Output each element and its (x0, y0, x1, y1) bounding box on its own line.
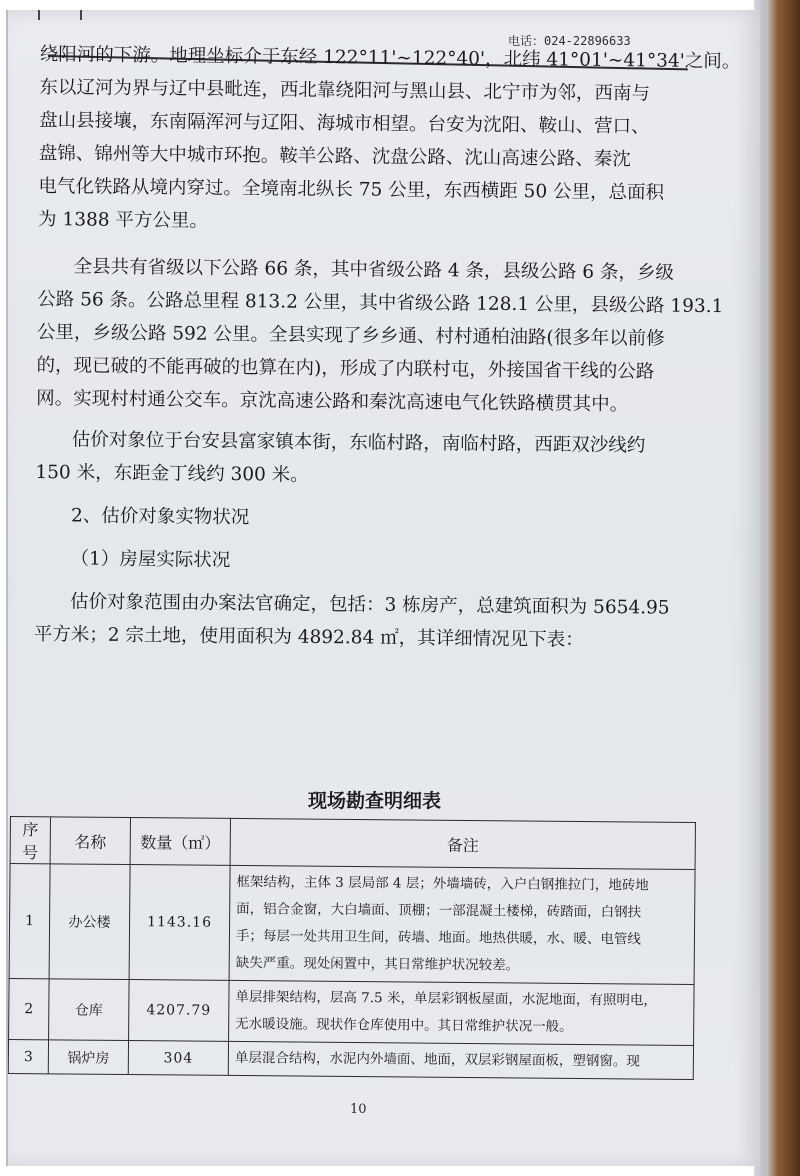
header-cell-name: 名称 (50, 817, 130, 865)
text-line: 盘山县接壤，东南隔浑河与辽阳、海城市相望。台安为沈阳、鞍山、营口、 (39, 109, 650, 138)
text-line: 盘锦、锦州等大中城市环抱。鞍羊公路、沈盘公路、沈山高速公路、秦沈 (38, 142, 631, 171)
note-line: 框架结构，主体 3 层局部 4 层；外墙墙砖，入户白钢推拉门，地砖地 (236, 873, 649, 894)
binder-edge (766, 0, 800, 1176)
note-line: 单层混合结构，水泥内外墙面、地面，双层彩钢屋面板，塑钢窗。现 (234, 1049, 640, 1070)
text-line: 估价对象位于台安县富家镇本街，东临村路，南临村路，西距双沙线约 (71, 429, 646, 457)
text-line: 全县共有省级以下公路 66 条，其中省级公路 4 条，县级公路 6 条，乡级 (73, 256, 675, 284)
cell-qty: 4207.79 (129, 980, 230, 1042)
text-line: 150 米，东距金丁线约 300 米。 (35, 461, 309, 486)
cell-no: 1 (9, 864, 50, 979)
header-cell-qty: 数量（㎡） (130, 818, 230, 866)
cell-name: 锅炉房 (48, 1040, 128, 1075)
body-text (33, 38, 741, 658)
text-line: 网。实现村村通公交车。京沈高速公路和秦沈高速电气化铁路横贯其中。 (36, 387, 629, 416)
page-number: 10 (350, 1102, 367, 1117)
table-row (9, 978, 695, 1045)
table-row (8, 1039, 693, 1079)
text-line: 估价对象范围由办案法官确定，包括：3 栋房产，总建筑面积为 5654.95 (69, 591, 670, 619)
note-line: 单层排架结构，层高 7.5 米，单层彩钢板屋面，水泥地面，有照明电， (235, 988, 658, 1009)
note-line: 面，铝合金窗，大白墙面、顶棚；一部混凝土楼梯，砖踏面，白钢扶 (236, 900, 642, 921)
cell-note (229, 865, 695, 984)
text-line: 东以辽河为界与辽中县毗连，西北靠绕阳河与黑山县、北宁市为邻，西南与 (39, 76, 651, 105)
header-phone: 电话：024-22896633 (508, 34, 631, 48)
tab-mark (38, 10, 82, 20)
cell-qty: 1143.16 (129, 865, 230, 981)
cell-no: 2 (9, 978, 50, 1039)
subsection-heading: （1）房屋实际状况 (70, 548, 231, 572)
note-line: 手；每层一处共用卫生间，砖墙、地面。地热供暖，水、暖、电管线 (235, 927, 642, 948)
text-line: 平方米；2 宗土地，使用面积为 4892.84 ㎡，其详细情况见下表： (33, 623, 584, 651)
table-row (9, 864, 695, 985)
cell-name: 仓库 (49, 979, 130, 1041)
document-page (6, 10, 760, 1166)
note-line: 缺失严重。现处闲置中，其日常维护状况较差。 (235, 954, 520, 974)
cell-name: 办公楼 (49, 864, 130, 980)
header-cell-note: 备注 (230, 818, 695, 869)
note-line: 无水暖设施。现状作仓库使用中。其日常维护状况一般。 (235, 1015, 573, 1035)
cell-qty: 304 (128, 1041, 228, 1076)
text-line: 公路 56 条。公路总里程 813.2 公里，其中省级公路 128.1 公里，县级公路 193.1 (37, 288, 724, 318)
cell-note (228, 1041, 693, 1079)
section-heading: 2、估价对象实物状况 (70, 505, 250, 529)
cell-no: 3 (8, 1039, 48, 1073)
table-header-row (10, 817, 695, 870)
text-line: 绕阳河的下游。地理坐标介于东经 122°11'~122°40'，北纬 41°01'~41°34'之间。 (39, 43, 741, 73)
text-line: 电气化铁路从境内穿过。全境南北纵长 75 公里，东西横距 50 公里，总面积 (38, 175, 665, 204)
header-cell-no: 序号 (10, 817, 50, 864)
text-line: 为 1388 平方公里。 (37, 208, 209, 232)
cell-note (229, 980, 695, 1045)
survey-table (8, 816, 696, 1080)
table-title: 现场勘查明细表 (308, 790, 442, 812)
text-line: 的，现已破的不能再破的也算在内)，形成了内联村屯，外接国省干线的公路 (36, 354, 655, 383)
text-line: 公里，乡级公路 592 公里。全县实现了乡乡通、村村通柏油路(很多年以前修 (36, 321, 665, 350)
